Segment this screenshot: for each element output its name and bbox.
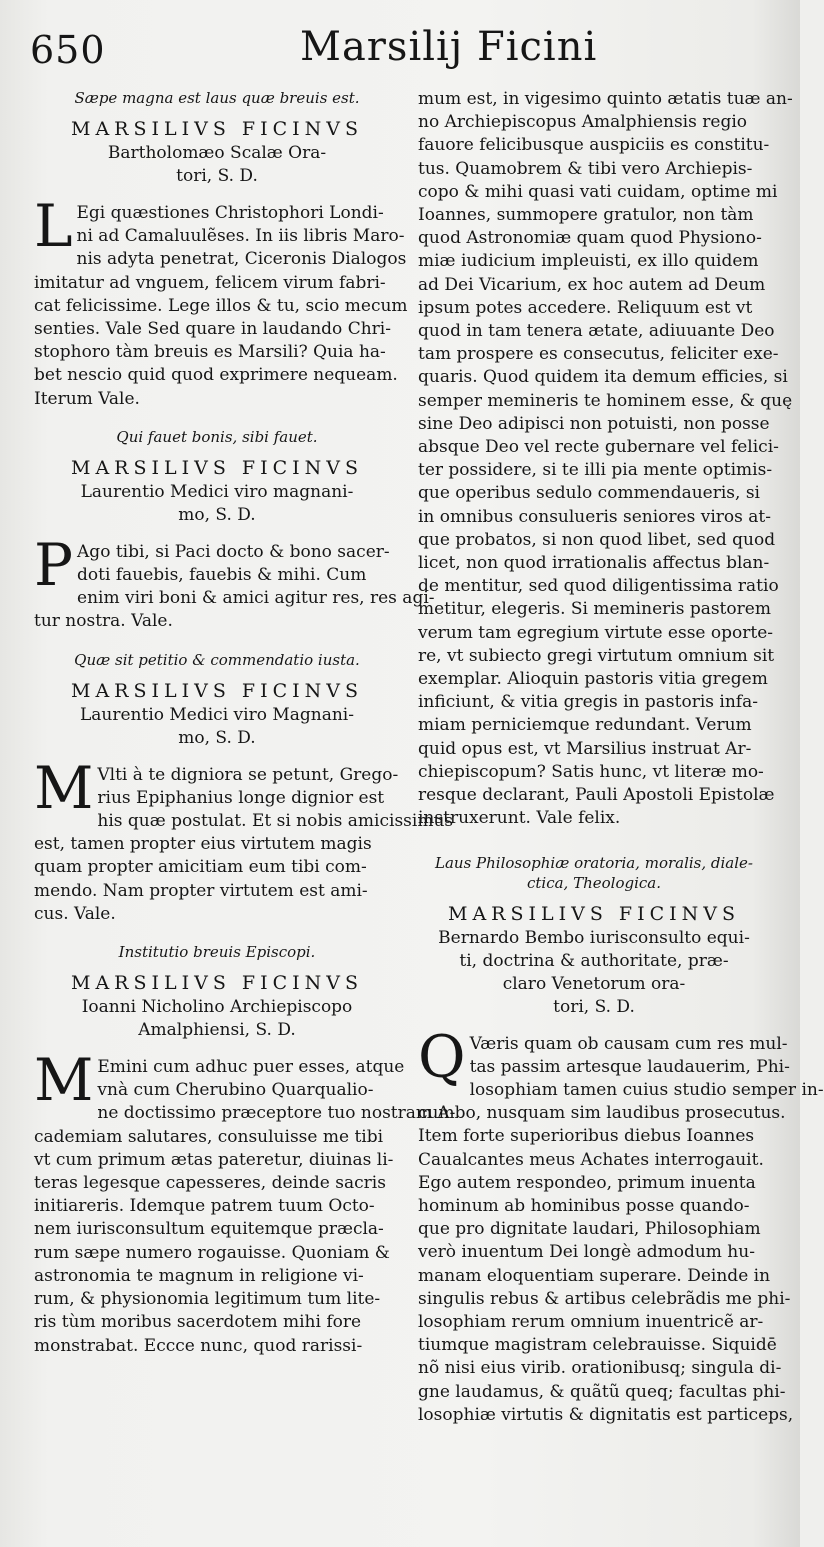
text-line: instruxerunt. Vale felix. (418, 808, 621, 829)
letter-medici-pace (34, 427, 435, 634)
letter-addressee (418, 927, 770, 1019)
text-line: cademiam salutares, consuluisse me tibi (34, 1126, 384, 1147)
letter-addressee (34, 481, 400, 527)
text-line: que pro dignitate laudari, Philosophiam (418, 1219, 761, 1240)
text-line: manam eloquentiam superare. Deinde in (418, 1265, 771, 1286)
text-line: Caualcantes meus Achates interrogauit. (418, 1149, 764, 1170)
text-line: miæ iudicium impleuisti, ex illo quidem (418, 251, 759, 272)
text-line: est, tamen propter eius virtutem magis (34, 834, 372, 855)
text-line: Ago tibi, si Paci docto & bono sacer- (77, 541, 390, 562)
text-line: gne laudamus, & quãtũ queq; facultas phi- (418, 1381, 786, 1402)
text-line: hominum ab hominibus posse quando- (418, 1195, 750, 1216)
text-line: cumbo, nusquam sim laudibus prosecutus. (418, 1103, 786, 1124)
addressee-line: tori, S. D. (176, 166, 258, 186)
text-line: astronomia te magnum in religione vi- (34, 1265, 364, 1286)
left-column (34, 88, 456, 1374)
letter-body (418, 1022, 824, 1427)
text-line: miam perniciemque redundant. Verum (418, 715, 752, 736)
text-line: resque declarant, Pauli Apostoli Epistolæ (418, 785, 775, 806)
text-line: quid opus est, vt Marsilius instruat Ar- (418, 738, 752, 759)
text-line: Item forte superioribus diebus Ioannes (418, 1126, 755, 1147)
addressee-line: Laurentio Medici viro magnani- (80, 481, 354, 502)
letter-body (34, 530, 435, 634)
text-line: nõ nisi eius virib. orationibusq; singula di- (418, 1358, 782, 1379)
letter-addressee (34, 704, 400, 750)
text-line: metitur, elegeris. Si memineris pastorem (418, 599, 771, 620)
letter-author: MARSILIVS FICINVS (71, 118, 363, 140)
letter-author: MARSILIVS FICINVS (71, 679, 363, 702)
text-line: enim viri boni & amici agitur res, res agi- (77, 588, 435, 609)
addressee-line: mo, S. D. (178, 504, 256, 525)
text-line: stophoro tàm breuis es Marsili? Quia ha- (34, 342, 386, 363)
text-line: copo & mihi quasi vati cuidam, optime mi (418, 181, 778, 202)
text-line: monstrabat. Eccce nunc, quod rarissi- (34, 1335, 363, 1356)
text-line: nem iurisconsultum equitemque præcla- (34, 1219, 384, 1240)
letter-motto: Qui fauet bonis, sibi fauet. (116, 427, 318, 446)
letter-author: MARSILIVS FICINVS (71, 972, 363, 995)
text-line: absque Deo vel recte gubernare vel felici- (418, 437, 779, 458)
text-line: que operibus sedulo commendaueris, si (418, 483, 760, 504)
text-line: rius Epiphanius longe dignior est (97, 787, 385, 808)
text-line: sine Deo adipisci non potuisti, non posse (418, 413, 770, 434)
letter-body (34, 1046, 456, 1358)
text-line: que probatos, si non quod libet, sed quod (418, 529, 776, 550)
addressee-line: Ioanni Nicholino Archiepiscopo (81, 997, 353, 1018)
letter-motto: Sæpe magna est laus quæ breuis est. (74, 89, 360, 107)
addressee-line: claro Venetorum ora- (502, 973, 686, 994)
text-line: singulis rebus & artibus celebrãdis me phi- (418, 1288, 791, 1309)
text-line: initiareris. Idemque patrem tuum Octo- (34, 1196, 375, 1217)
text-line: tur nostra. Vale. (34, 611, 173, 632)
text-line: quaris. Quod quidem ita demum efficies, si (418, 367, 788, 388)
text-line: bet nescio quid quod exprimere nequeam. (34, 365, 398, 386)
letter-motto: Institutio breuis Episcopi. (118, 943, 316, 962)
text-line: Væris quam ob causam cum res mul- (469, 1033, 788, 1054)
text-line: doti fauebis, fauebis & mihi. Cum (77, 565, 367, 586)
text-line: mum est, in vigesimo quinto ætatis tuæ an- (418, 89, 793, 109)
addressee-line: Bernardo Bembo iurisconsulto equi- (438, 927, 750, 948)
addressee-line: Laurentio Medici viro Magnani- (79, 704, 354, 725)
text-line: tas passim artesque laudauerim, Phi- (469, 1056, 790, 1077)
text-line: rum sæpe numero rogauisse. Quoniam & (34, 1242, 390, 1263)
text-line: ris tùm moribus sacerdotem mihi fore (34, 1312, 362, 1333)
letter-author: MARSILIVS FICINVS (448, 902, 740, 925)
drop-cap: L (34, 192, 73, 260)
text-line: ter possidere, si te illi pia mente optimis- (418, 460, 773, 481)
right-column (418, 88, 824, 1443)
motto-line: Laus Philosophiæ oratoria, moralis, diale- (435, 853, 753, 872)
text-line: licet, non quod irrationalis affectus blan- (418, 553, 770, 574)
text-line: fauore felicibusque auspiciis es constitu- (418, 135, 770, 156)
text-line: vnà cum Cherubino Quarqualio- (97, 1080, 374, 1101)
text-line: Iterum Vale. (34, 388, 140, 409)
running-head: Marsilij Ficini (300, 24, 598, 70)
text-line: teras legesque capesseres, deinde sacris (34, 1173, 386, 1194)
text-line: nis adyta penetrat, Ciceronis Dialogos (76, 249, 407, 270)
addressee-line: ti, doctrina & authoritate, præ- (459, 950, 729, 971)
text-line: ne doctissimo præceptore tuo nostram A- (97, 1103, 456, 1124)
letter-addressee (34, 996, 400, 1042)
text-line: mendo. Nam propter virtutem est ami- (34, 880, 368, 901)
text-line: his quæ postulat. Et si nobis amicissimus (97, 811, 454, 832)
text-line: quod Astronomiæ quam quod Physiono- (418, 228, 762, 249)
text-line: cat felicissime. Lege illos & tu, scio mecum (34, 295, 408, 316)
letter-motto: Quæ sit petitio & commendatio iusta. (74, 650, 360, 669)
text-line: senties. Vale Sed quare in laudando Chri- (34, 319, 391, 340)
text-line: in omnibus consulueris seniores viros at- (418, 506, 771, 527)
text-line: ipsum potes accedere. Reliquum est vt (418, 297, 753, 318)
drop-cap: P (34, 530, 74, 599)
text-line: rum, & physionomia legitimum tum lite- (34, 1289, 381, 1310)
text-line: Ioannes, summopere gratulor, non tàm (418, 205, 754, 226)
letter-continuation (418, 88, 793, 831)
motto-line: ctica, Theologica. (526, 873, 662, 892)
text-line: verò inuentum Dei longè admodum hu- (418, 1242, 755, 1263)
letter-body (34, 192, 408, 411)
text-line: semper memineris te hominem esse, & quę (418, 390, 793, 411)
letter-motto (418, 853, 770, 893)
drop-cap: Q (418, 1022, 466, 1091)
page-number: 650 (30, 28, 106, 72)
letter-body (34, 753, 454, 926)
text-line: inficiunt, & vitia gregis in pastoris infa- (418, 692, 758, 713)
text-line: Ego autem respondeo, primum inuenta (418, 1172, 756, 1193)
letter-nicholino (34, 942, 456, 1358)
text-line: cus. Vale. (34, 903, 116, 924)
addressee-line: tori, S. D. (553, 996, 635, 1017)
addressee-line: mo, S. D. (178, 727, 256, 748)
text-line: ad Dei Vicarium, ex hoc autem ad Deum (418, 274, 766, 295)
drop-cap: M (34, 1046, 94, 1115)
addressee-line: Bartholomæo Scalæ Ora- (107, 143, 327, 163)
letter-medici-epiphanius (34, 650, 454, 926)
text-line: Egi quæstiones Christophori Londi- (76, 203, 384, 223)
text-line: quam propter amicitiam eum tibi com- (34, 857, 367, 878)
letter-addressee (34, 142, 400, 188)
text-line: vt cum primum ætas pateretur, diuinas li- (34, 1149, 394, 1170)
text-line: losophiam tamen cuius studio semper in- (469, 1079, 824, 1100)
addressee-line: Amalphiensi, S. D. (138, 1020, 296, 1041)
text-line: de mentitur, sed quod diligentissima ratio (418, 576, 779, 597)
text-line: tus. Quamobrem & tibi vero Archiepis- (418, 158, 753, 179)
text-line: re, vt subiecto gregi virtutum omnium sit (418, 645, 775, 666)
text-line: Emini cum adhuc puer esses, atque (97, 1057, 405, 1078)
letter-author: MARSILIVS FICINVS (71, 456, 363, 479)
text-line: verum tam egregium virtute esse oporte- (418, 622, 774, 643)
text-line: tam prospere es consecutus, feliciter exe- (418, 344, 779, 365)
text-line: tiumque magistram celebrauisse. Siquidē (418, 1335, 777, 1356)
text-line: imitatur ad vnguem, felicem virum fabri- (34, 272, 386, 293)
text-line: no Archiepiscopus Amalphiensis regio (418, 112, 747, 133)
text-line: losophiæ virtutis & dignitatis est particeps, (418, 1404, 794, 1425)
text-line: chiepiscopum? Satis hunc, vt literæ mo- (418, 761, 764, 782)
drop-cap: M (34, 753, 94, 822)
letter-scala (34, 88, 408, 411)
text-line: exemplar. Alioquin pastoris vitia gregem (418, 669, 768, 690)
text-line: losophiam rerum omnium inuentricẽ ar- (418, 1311, 764, 1332)
letter-bembo (418, 853, 824, 1427)
text-line: ni ad Camaluulẽses. In iis libris Maro- (76, 226, 405, 247)
text-line: quod in tam tenera ætate, adiuuante Deo (418, 321, 775, 342)
text-line: Vlti à te digniora se petunt, Grego- (97, 764, 399, 785)
